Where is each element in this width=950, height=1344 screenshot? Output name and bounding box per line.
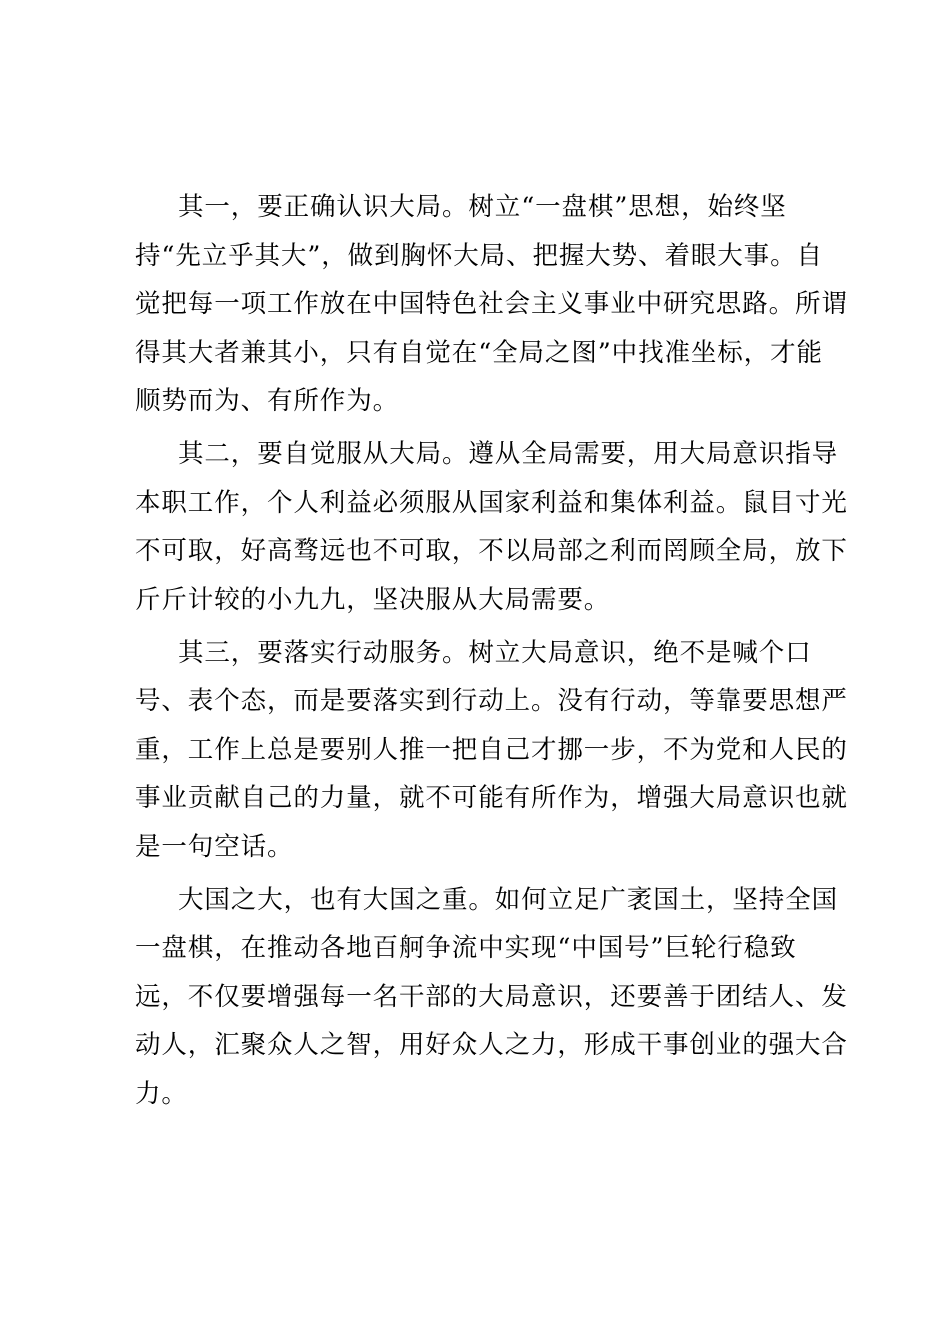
text-line: 是一句空话。 bbox=[135, 831, 294, 862]
paragraph-3 bbox=[135, 629, 848, 872]
document-page bbox=[135, 183, 848, 1123]
paragraph-2 bbox=[135, 430, 848, 624]
text-line: 持“先立乎其大”，做到胸怀大局、把握大势、着眼大事。自 bbox=[135, 240, 823, 271]
text-line: 远，不仅要增强每一名干部的大局意识，还要善于团结人、发 bbox=[135, 981, 848, 1012]
text-line: 号、表个态，而是要落实到行动上。没有行动，等靠要思想严 bbox=[135, 686, 848, 716]
text-line: 其二，要自觉服从大局。遵从全局需要，用大局意识指导 bbox=[178, 439, 839, 469]
text-line: 本职工作，个人利益必须服从国家利益和集体利益。鼠目寸光 bbox=[135, 487, 848, 518]
text-line: 其一，要正确认识大局。树立“一盘棋”思想，始终坚 bbox=[178, 192, 787, 222]
text-line: 力。 bbox=[135, 1078, 188, 1109]
paragraph-4 bbox=[135, 876, 848, 1119]
text-line: 得其大者兼其小，只有自觉在“全局之图”中找准坐标，才能 bbox=[135, 337, 823, 368]
text-line: 斤斤计较的小九九，坚决服从大局需要。 bbox=[135, 584, 611, 615]
text-line: 动人，汇聚众人之智，用好众人之力，形成干事创业的强大合 bbox=[135, 1030, 848, 1060]
text-line: 顺势而为、有所作为。 bbox=[135, 386, 400, 416]
text-line: 一盘棋，在推动各地百舸争流中实现“中国号”巨轮行稳致 bbox=[135, 933, 797, 963]
text-line: 觉把每一项工作放在中国特色社会主义事业中研究思路。所谓 bbox=[135, 289, 848, 319]
text-line: 重，工作上总是要别人推一把自己才挪一步，不为党和人民的 bbox=[135, 734, 848, 765]
text-line: 大国之大，也有大国之重。如何立足广袤国土，坚持全国 bbox=[178, 884, 839, 915]
text-line: 不可取，好高骛远也不可取，不以局部之利而罔顾全局，放下 bbox=[135, 536, 848, 566]
text-line: 其三，要落实行动服务。树立大局意识，绝不是喊个口 bbox=[178, 637, 812, 668]
text-line: 事业贡献自己的力量，就不可能有所作为，增强大局意识也就 bbox=[135, 783, 848, 813]
paragraph-1 bbox=[135, 183, 848, 426]
